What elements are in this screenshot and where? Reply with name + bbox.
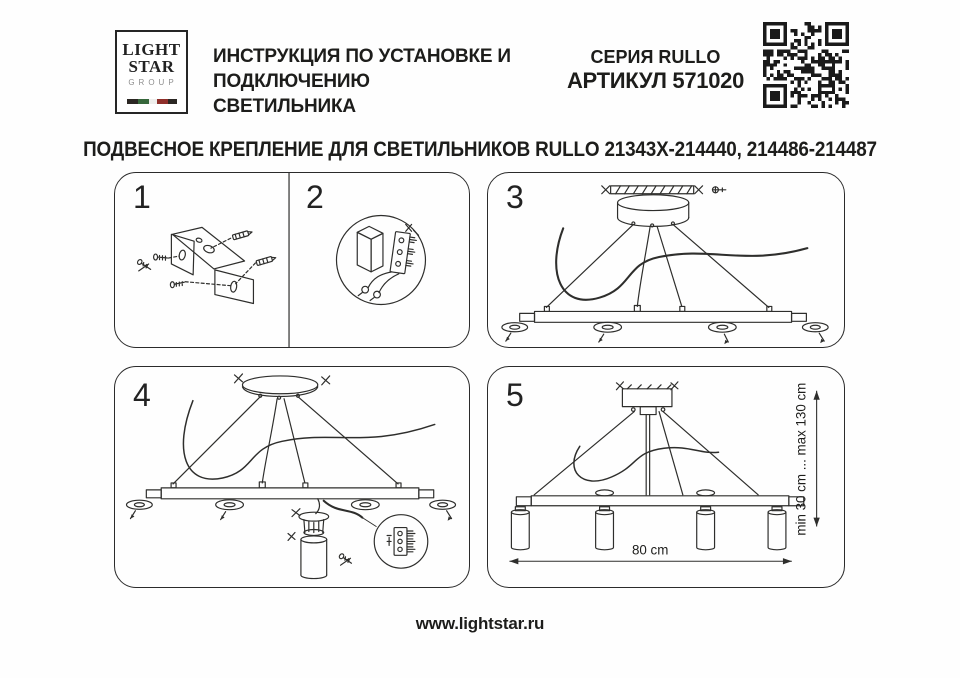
- subtitle: ПОДВЕСНОЕ КРЕПЛЕНИЕ ДЛЯ СВЕТИЛЬНИКОВ RULLO 21343X-214440, 214486-214487: [83, 138, 877, 161]
- assembled-fixture-drawing: [488, 367, 844, 587]
- suspension-drawing: [488, 173, 844, 347]
- logo-text: STAR: [128, 57, 175, 76]
- bracket-and-wiring-drawing: [115, 173, 469, 347]
- shade-attachment-drawing: [115, 367, 469, 587]
- step-number-3: 3: [506, 179, 524, 215]
- series-article-block: [558, 46, 753, 94]
- qr-code-icon: [763, 22, 849, 108]
- italian-flag-stripe: [127, 99, 177, 104]
- logo-text: LIGHT: [122, 40, 181, 59]
- logo-text: GROUP: [128, 78, 178, 87]
- page-title: [213, 44, 513, 119]
- dimension-height-label: min 30 cm ... max 130 cm: [793, 382, 809, 536]
- step-number-5: 5: [506, 377, 524, 413]
- footer-url: www.lightstar.ru: [415, 614, 545, 633]
- title-line-2: ПОДКЛЮЧЕНИЮ СВЕТИЛЬНИКА: [213, 71, 370, 117]
- step-panel-3: [487, 172, 845, 348]
- step-number-2: 2: [306, 179, 324, 215]
- step-number-1: 1: [133, 179, 151, 215]
- lightstar-logo: [115, 30, 188, 114]
- step-panel-1-2: [114, 172, 470, 348]
- article-label: АРТИКУЛ 571020: [566, 68, 745, 93]
- step-panel-5: [487, 366, 845, 588]
- step-panel-4: [114, 366, 470, 588]
- step-number-4: 4: [133, 377, 151, 413]
- series-label: СЕРИЯ RULLO: [590, 47, 721, 67]
- title-line-1: ИНСТРУКЦИЯ ПО УСТАНОВКЕ И: [213, 46, 511, 67]
- dimension-width-label: 80 cm: [631, 542, 669, 558]
